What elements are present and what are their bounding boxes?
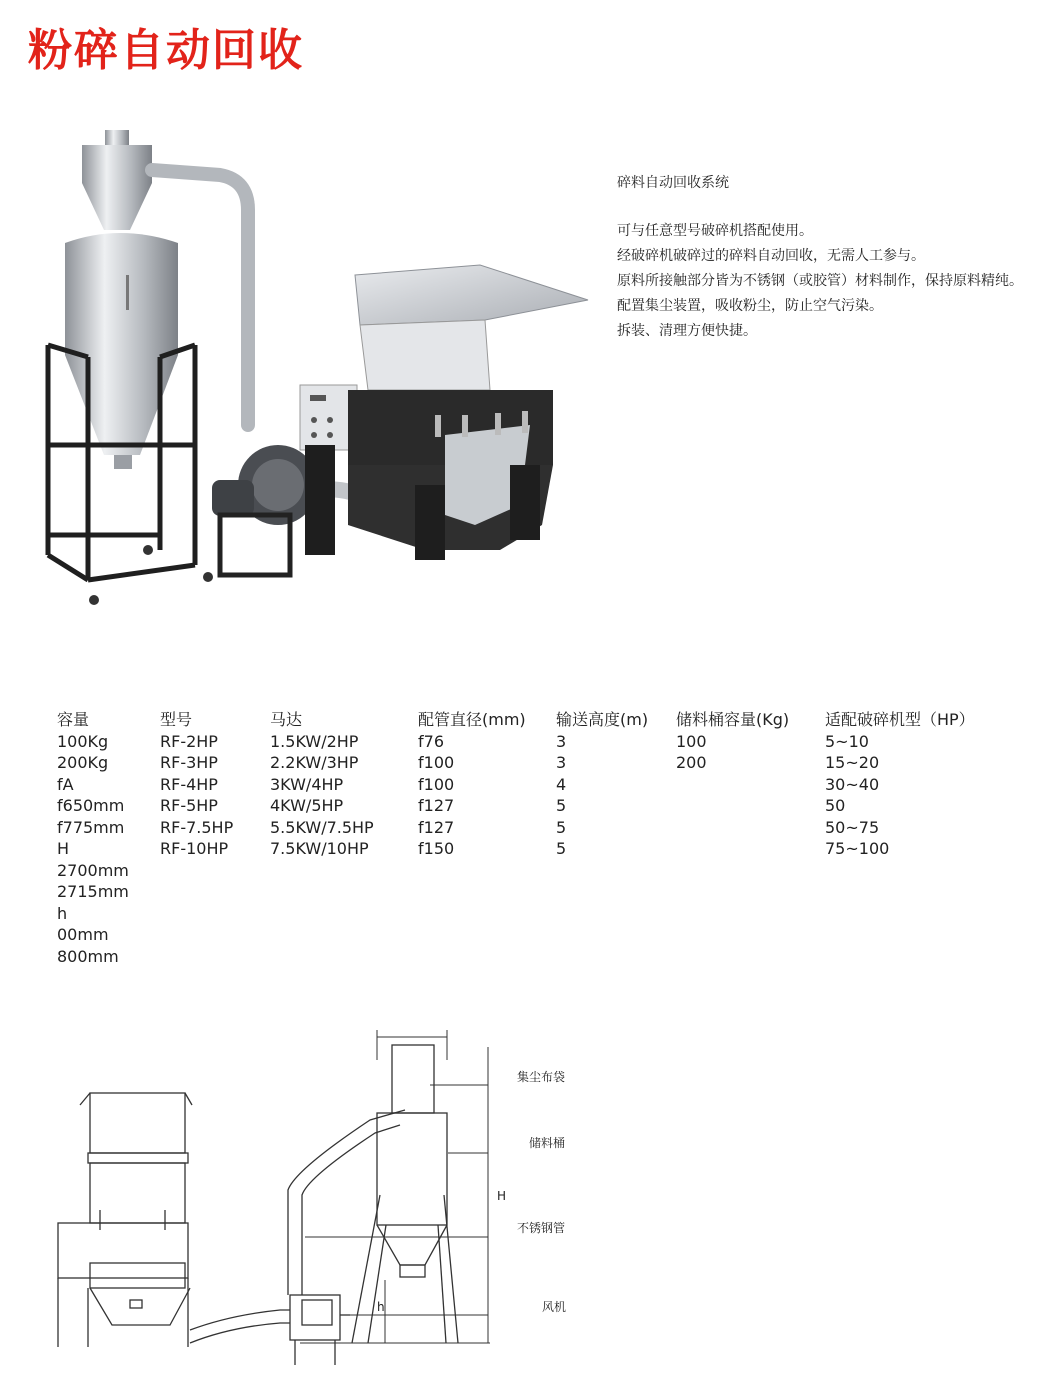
column-header: 马达	[270, 710, 303, 729]
table-cell: 2.2KW/3HP	[270, 753, 359, 772]
table-cell: 15~20	[825, 753, 880, 772]
column-header: 储料桶容量(Kg)	[676, 710, 790, 729]
spec-column-pipe-diameter	[418, 709, 526, 860]
table-cell: 7.5KW/10HP	[270, 839, 369, 858]
table-cell: RF-2HP	[160, 731, 218, 751]
description-line: 拆装、清理方便快捷。	[617, 323, 757, 339]
table-cell: 2715mm	[57, 882, 129, 901]
column-header: 型号	[160, 710, 193, 729]
table-cell: 200Kg	[57, 753, 109, 772]
table-cell: f650mm	[57, 796, 125, 815]
spec-column-conveying-height	[556, 709, 648, 860]
description-line: 原料所接触部分皆为不锈钢（或胶管）材料制作，保持原料精纯。	[617, 273, 1023, 289]
product-description	[617, 171, 1027, 344]
table-cell: 5	[556, 796, 567, 815]
product-photo	[30, 125, 600, 625]
column-header: 配管直径(mm)	[418, 710, 526, 729]
dimension-lines	[300, 1030, 490, 1343]
table-cell: 3	[556, 753, 567, 772]
table-cell: f100	[418, 753, 455, 772]
table-cell: 5~10	[825, 731, 869, 751]
table-cell: 3	[556, 731, 567, 751]
table-cell: 5.5KW/7.5HP	[270, 817, 374, 837]
description-subtitle: 碎料自动回收系统	[617, 175, 729, 191]
table-cell: h	[57, 903, 68, 923]
table-cell: 4	[556, 774, 567, 794]
table-cell: 100Kg	[57, 731, 109, 751]
table-cell: f76	[418, 731, 444, 751]
spec-column-capacity	[57, 709, 129, 967]
table-cell: 50~75	[825, 817, 880, 837]
dust-collector-cyclone	[82, 130, 152, 230]
label-height-h: h	[377, 1300, 385, 1314]
table-cell: f150	[418, 839, 455, 858]
table-cell: 75~100	[825, 839, 890, 858]
label-hopper: 储料桶	[529, 1136, 566, 1150]
column-header: 适配破碎机型（HP）	[825, 710, 975, 729]
table-cell: f775mm	[57, 817, 125, 837]
table-cell: 2700mm	[57, 860, 129, 880]
hopper-outline	[352, 1113, 458, 1343]
table-cell: RF-10HP	[160, 839, 229, 858]
riser-pipe-outline	[288, 1110, 405, 1295]
table-cell: f100	[418, 774, 455, 794]
table-cell: RF-4HP	[160, 774, 218, 794]
table-cell: 1.5KW/2HP	[270, 731, 359, 751]
description-line: 配置集尘装置，吸收粉尘，防止空气污染。	[617, 298, 883, 314]
page-title: 粉碎自动回收	[28, 25, 304, 76]
table-cell: H	[57, 839, 70, 858]
column-header: 容量	[57, 710, 90, 729]
table-cell: 200	[676, 753, 707, 772]
table-cell: RF-5HP	[160, 796, 218, 815]
table-cell: 30~40	[825, 774, 880, 794]
table-cell: 00mm	[57, 925, 109, 944]
dust-bag-outline	[392, 1045, 434, 1113]
table-cell: 5	[556, 817, 567, 837]
fan-outline	[290, 1295, 350, 1365]
table-cell: fA	[57, 774, 74, 794]
table-cell: 4KW/5HP	[270, 796, 344, 815]
table-cell: RF-7.5HP	[160, 817, 234, 837]
granulator-outline	[58, 1093, 192, 1347]
blower-fan	[212, 445, 318, 575]
table-cell: f127	[418, 796, 455, 815]
spec-column-granulator-fit	[825, 709, 975, 860]
label-height-H: H	[497, 1189, 507, 1203]
column-header: 输送高度(m)	[556, 710, 649, 729]
table-cell: 800mm	[57, 946, 119, 966]
spec-column-hopper-capacity	[676, 709, 789, 774]
table-cell: 3KW/4HP	[270, 774, 344, 794]
table-cell: 100	[676, 731, 707, 751]
granulator	[300, 265, 588, 560]
duct-outline	[190, 1310, 290, 1343]
table-cell: 50	[825, 796, 846, 815]
description-line: 可与任意型号破碎机搭配使用。	[617, 223, 813, 239]
description-line: 经破碎机破碎过的碎料自动回收，无需人工参与。	[617, 248, 925, 264]
table-cell: f127	[418, 817, 455, 837]
table-cell: RF-3HP	[160, 753, 218, 772]
spec-column-model	[160, 709, 233, 860]
label-dust-bag: 集尘布袋	[517, 1070, 566, 1084]
spec-column-motor	[270, 709, 374, 860]
label-steel-pipe: 不锈钢管	[517, 1221, 566, 1235]
table-cell: 5	[556, 839, 567, 858]
label-fan: 风机	[542, 1300, 567, 1314]
